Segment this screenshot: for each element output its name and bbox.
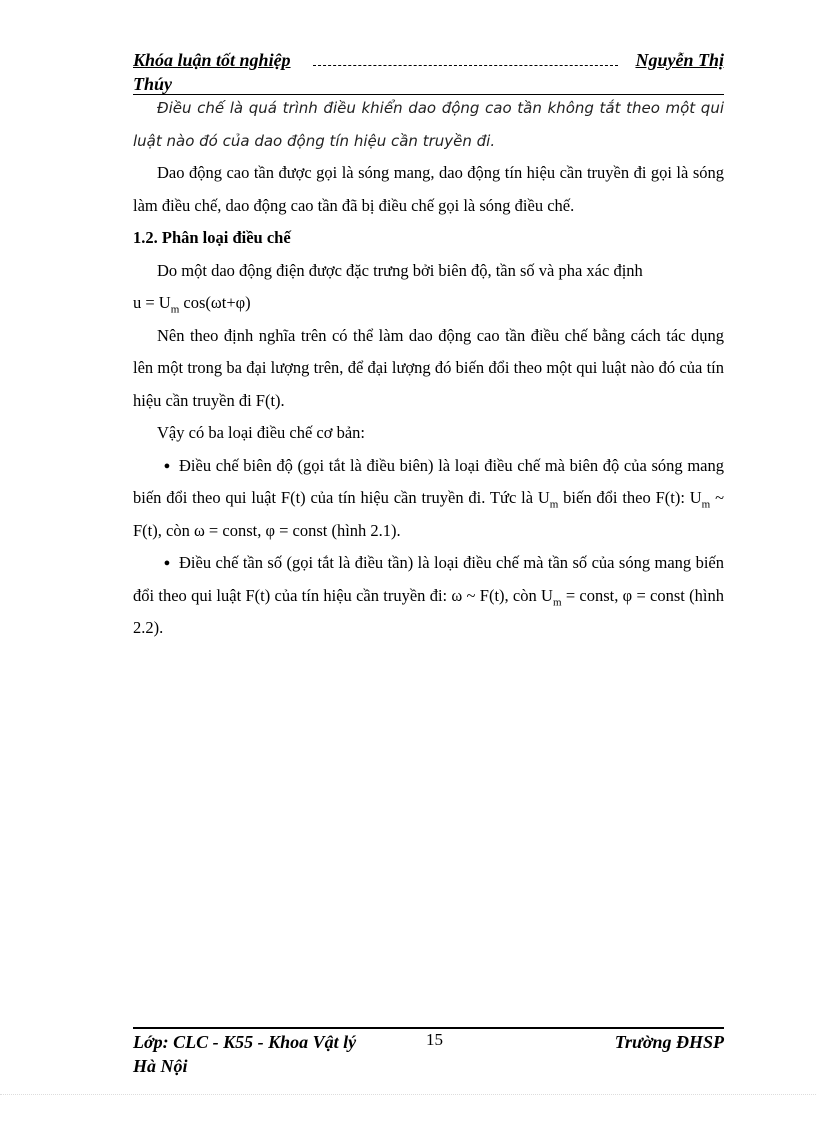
bullet-amplitude-modulation [133,450,724,548]
page-footer [133,1030,724,1080]
formula-post: cos(ωt+φ) [179,293,251,312]
header-dash-leader [313,65,618,66]
page-content [133,92,724,645]
page-bottom-border [0,1094,816,1095]
bullet-1-sub-1: m [549,498,559,511]
formula-line [133,287,724,320]
bullet-2-sub: m [552,595,562,608]
bullet-1-sub-2: m [701,498,711,511]
bullet-icon: ● [163,459,171,472]
page-header [133,48,724,94]
footer-university: Trường ĐHSP [614,1032,724,1052]
footer-class-line: Lớp: CLC - K55 - Khoa Vật lý [133,1032,357,1052]
formula-pre: u = U [133,293,171,312]
bullet-2-text-a: Điều chế tần số (gọi tắt là điều tần) là loại điều chế mà tần số của sóng mang biến đổi theo qui luật F(t) của tín hiệu cần truyền đi: ω ~ F(t), còn U [133,553,724,605]
paragraph-definition-usage: Nên theo định nghĩa trên có thể làm dao động cao tần điều chế bằng cách tác dụng lên một trong ba đại lượng trên, để đại lượng đó biến đổi theo một qui luật nào đó của tín hiệu cần truyền đi F(t). [133,325,724,410]
footer-city-line: Hà Nội [133,1056,188,1076]
formula-sub: m [170,303,180,316]
paragraph-carrier-wave: Dao động cao tần được gọi là sóng mang, dao động tín hiệu cần truyền đi gọi là sóng làm điều chế, dao động cao tần đã bị điều chế gọi là sóng điều chế. [133,163,724,215]
header-author-continuation: Thúy [133,74,173,94]
definition-paragraph: Điều chế là quá trình điều khiển dao động cao tần không tắt theo một qui luật nào đó của dao động tín hiệu cần truyền đi. [133,99,724,150]
paragraph-oscillation: Do một dao động điện được đặc trưng bởi biên độ, tần số và pha xác định [157,260,643,280]
paragraph-three-types: Vậy có ba loại điều chế cơ bản: [157,423,366,442]
header-author-name: Nguyễn Thị [635,50,724,70]
header-thesis-title: Khóa luận tốt nghiệp [133,50,291,70]
bullet-1-text-c: ~ F(t), còn ω = const, φ = const (hình 2.1). [133,488,724,540]
bullet-1-text-a: Điều chế biên độ (gọi tắt là điều biên) là loại điều chế mà biên độ của sóng mang biến đổi theo qui luật F(t) của tín hiệu cần truyền đi. Tức là U [133,455,724,507]
bullet-icon: ● [163,557,171,569]
bullet-1-text-b: biến đổi theo F(t): U [558,488,702,507]
bullet-frequency-modulation [133,547,724,645]
page-number: 15 [426,1030,443,1049]
footer-class-info [133,1030,433,1078]
bullet-2-text-b: = const, φ = const (hình 2.2). [133,585,724,637]
section-heading: 1.2. Phân loại điều chế [133,228,291,247]
